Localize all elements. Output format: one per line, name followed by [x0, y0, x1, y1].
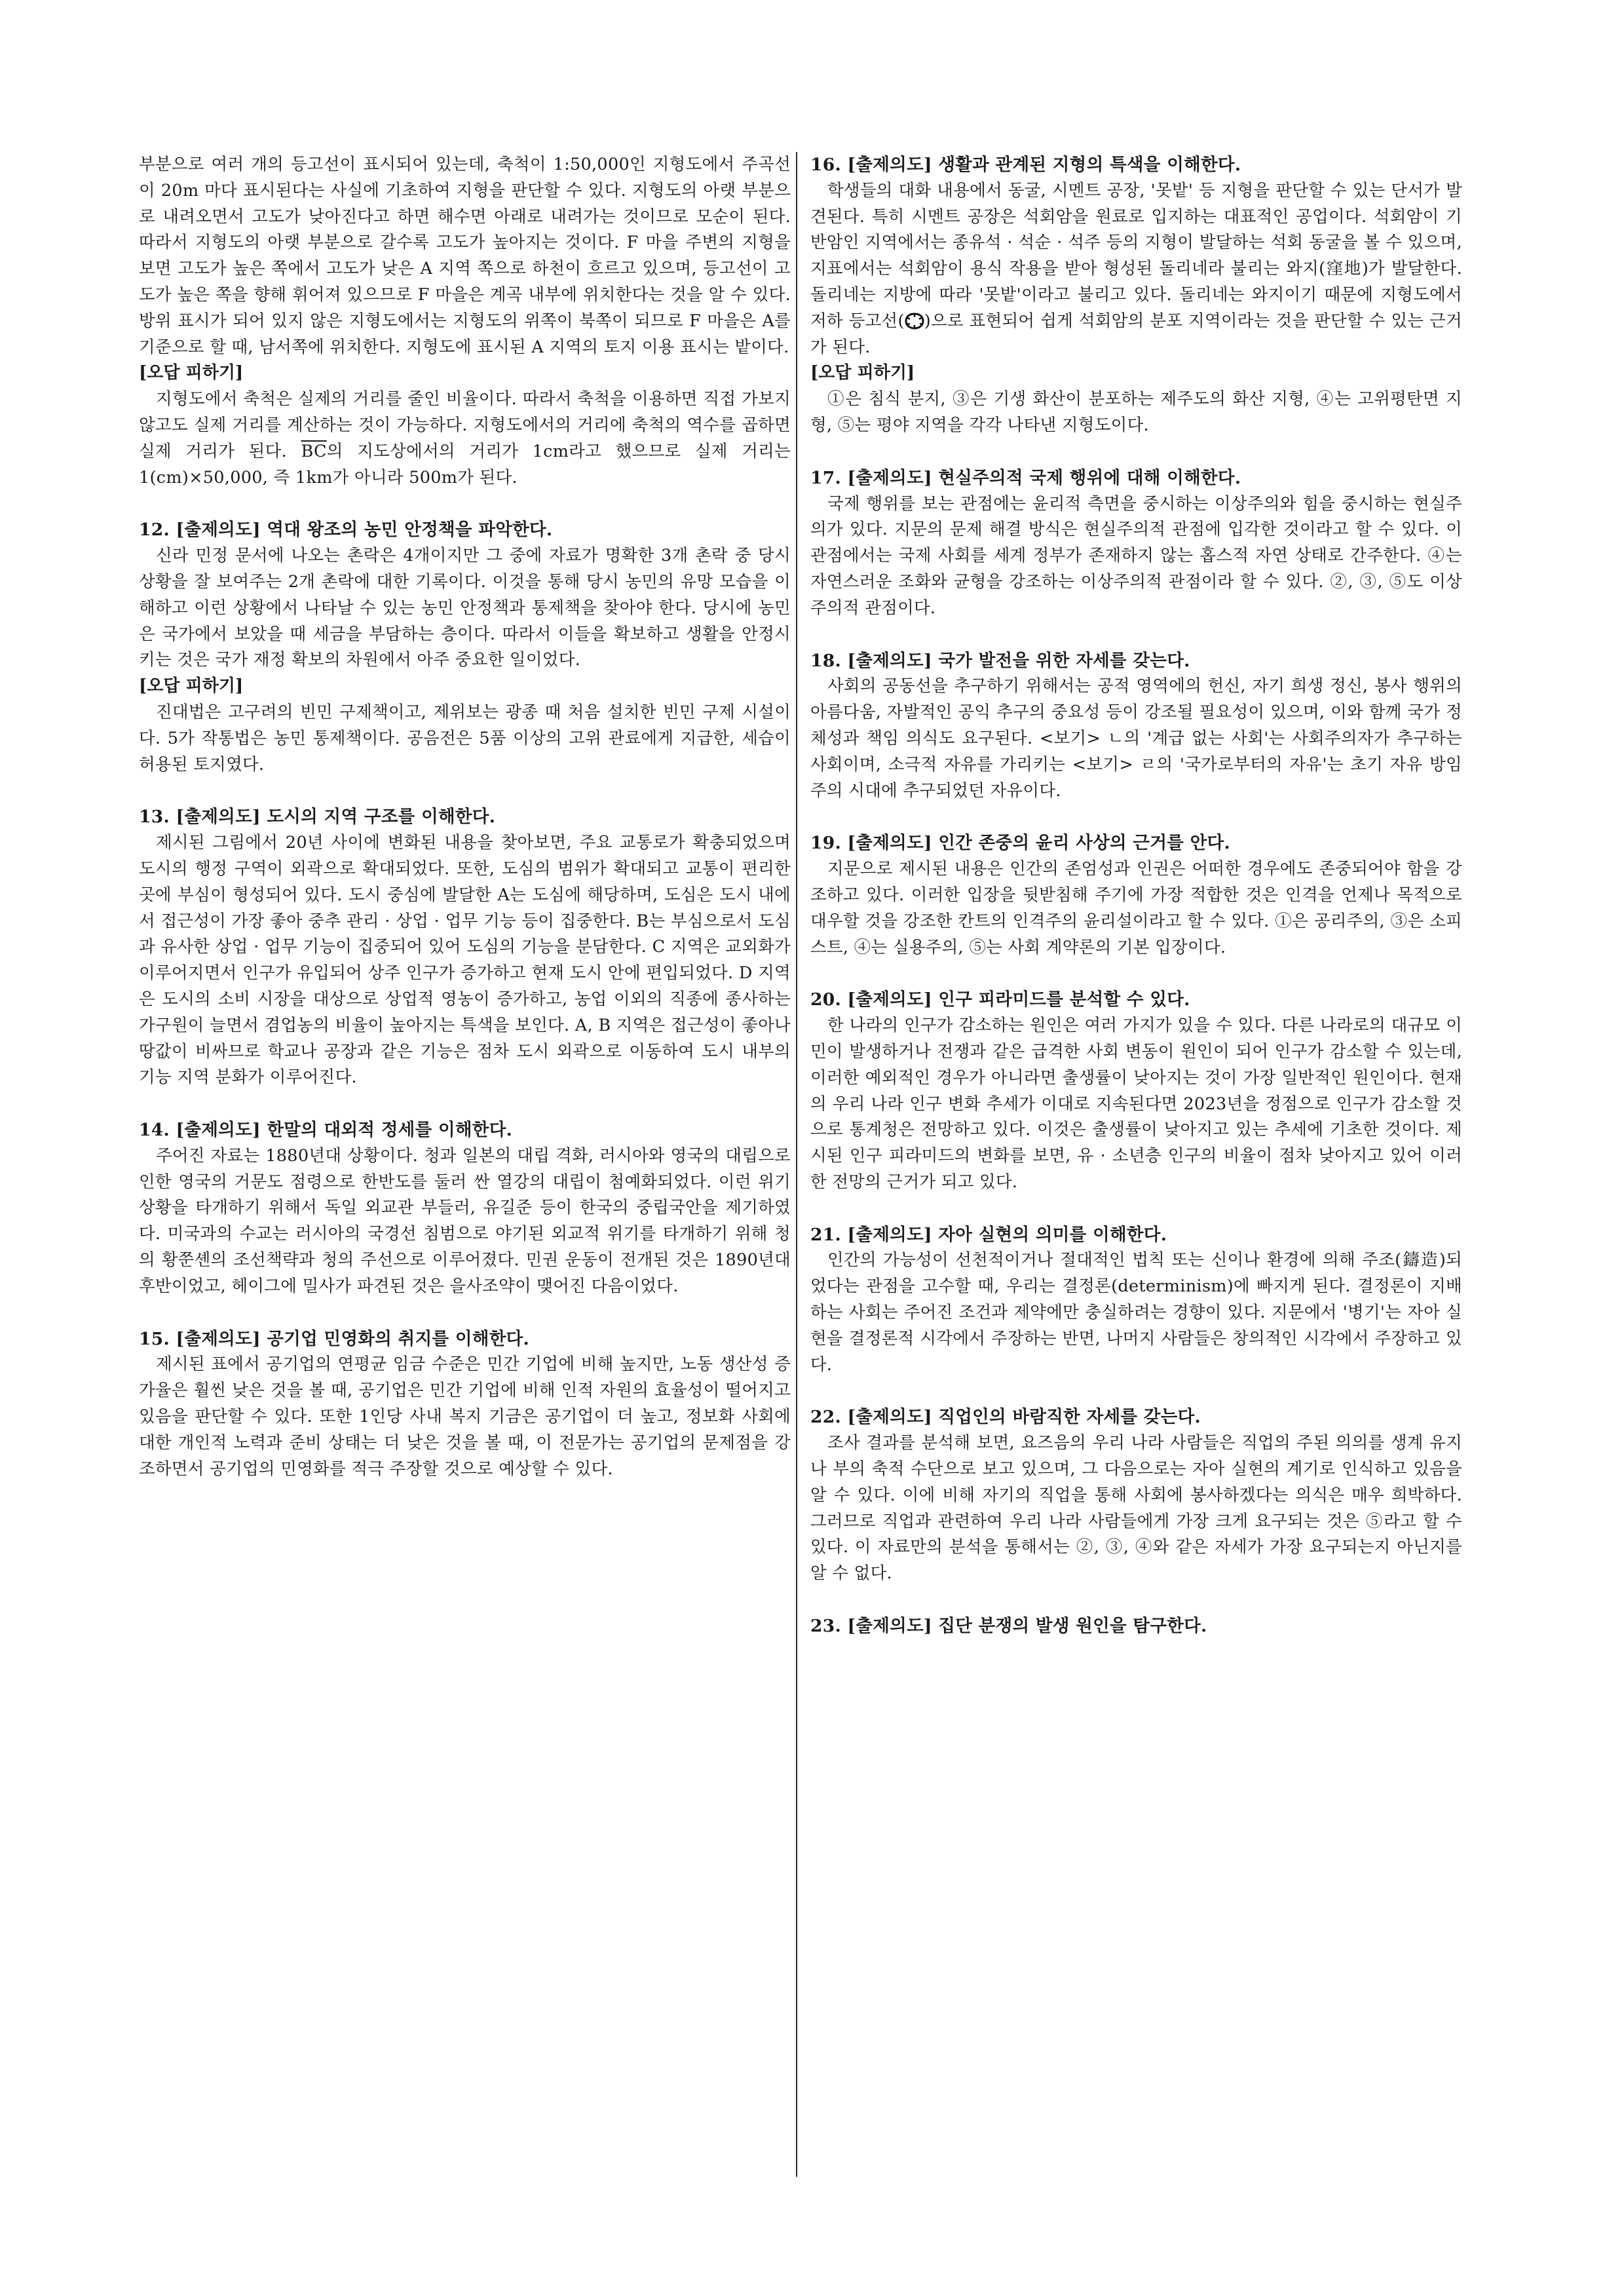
- depression-contour-icon: [905, 313, 924, 330]
- section-22: [810, 1404, 1462, 1587]
- right-column: [810, 152, 1462, 1639]
- section-16: [810, 152, 1462, 439]
- section-13: [139, 804, 791, 1091]
- answer-key-page: [139, 152, 1466, 2203]
- spacer: [810, 1196, 1462, 1222]
- body-paragraph: 부분으로 여러 개의 등고선이 표시되어 있는데, 축척이 1:50,000인 지형도에서 주곡선이 20m 마다 표시된다는 사실에 기초하여 지형을 판단할 수 있다. 지형도의 아랫 부분으로 내려오면서 고도가 낮아진다고 하면 해수면 아래로 내려가는 것이므로 모순이 된다. 따라서 지형도의 아랫 부분으로 갈수록 고도가 높아지는 것이다. F 마을 주변의 지형을 보면 고도가 높은 쪽에서 고도가 낮은 A 지역 쪽으로 하천이 흐르고 있으며, 등고선이 고도가 높은 쪽을 향해 휘어져 있으므로 F 마을은 계곡 내부에 위치한다는 것을 알 수 있다. 방위 표시가 되어 있지 않은 지형도에서는 지형도의 위쪽이 북쪽이 되므로 F 마을은 A를 기준으로 할 때, 남서쪽에 위치한다. 지형도에 표시된 A 지역의 토지 이용 표시는 밭이다.: [139, 155, 791, 357]
- avoid-wrong-answer-label: [오답 피하기]: [139, 363, 244, 383]
- spacer: [810, 804, 1462, 830]
- question-heading: 20. [출제의도] 인구 피라미드를 분석할 수 있다.: [810, 989, 1190, 1010]
- column-divider: [796, 152, 797, 2177]
- spacer: [810, 1587, 1462, 1613]
- question-heading: 21. [출제의도] 자아 실현의 의미를 이해한다.: [810, 1224, 1167, 1245]
- body-paragraph: 한 나라의 인구가 감소하는 원인은 여러 가지가 있을 수 있다. 다른 나라로의 대규모 이민이 발생하거나 전쟁과 같은 급격한 사회 변동이 원인이 되어 인구가 감소할 수 있는데, 이러한 예외적인 경우가 아니라면 출생률이 낮아지는 것이 가장 일반적인 원인이다. 현재의 우리 나라 인구 변화 추세가 이대로 지속된다면 2023년을 정점으로 인구가 감소할 것으로 통계청은 전망하고 있다. 이것은 출생률이 낮아지고 있는 추세에 기초한 것이다. 제시된 인구 피라미드의 변화를 보면, 유 · 소년층 인구의 비율이 점차 낮아지고 있어 이러한 전망의 근거가 되고 있다.: [810, 1016, 1462, 1192]
- avoid-wrong-answer-label: [오답 피하기]: [139, 676, 244, 697]
- body-paragraph: 인간의 가능성이 선천적이거나 절대적인 법칙 또는 신이나 환경에 의해 주조(鑄造)되었다는 관점을 고수할 때, 우리는 결정론(determinism)에 빠지게 된다. 결정론이 지배하는 사회는 주어진 조건과 제약에만 충실하려는 경향이 있다. 지문에서 '병기'는 자아 실현을 결정론적 시각에서 주장하는 반면, 나머지 사람들은 창의적인 시각에서 주장하고 있다.: [810, 1250, 1462, 1375]
- body-paragraph: 제시된 표에서 공기업의 연평균 임금 수준은 민간 기업에 비해 높지만, 노동 생산성 증가율은 훨씬 낮은 것을 볼 때, 공기업은 민간 기업에 비해 인적 자원의 효율성이 떨어지고 있음을 판단할 수 있다. 또한 1인당 사내 복지 기금은 공기업이 더 높고, 정보화 사회에 대한 개인적 노력과 준비 상태는 더 낮은 것을 볼 때, 이 전문가는 공기업의 문제점을 강조하면서 공기업의 민영화를 적극 주장할 것으로 예상할 수 있다.: [139, 1354, 791, 1479]
- text-fragment: )으로 표현되어 쉽게 석회암의 분포 지역이라는 것을 판단할 수 있는 근거가 된다.: [810, 311, 1462, 357]
- body-paragraph: 국제 행위를 보는 관점에는 윤리적 측면을 중시하는 이상주의와 힘을 중시하는 현실주의가 있다. 지문의 문제 해결 방식은 현실주의적 관점에 입각한 것이라고 할 수 있다. 이 관점에서는 국제 사회를 세계 정부가 존재하지 않는 홉스적 자연 상태로 간주한다. ④는 자연스러운 조화와 균형을 강조하는 이상주의적 관점이라 할 수 있다. ②, ③, ⑤도 이상주의적 관점이다.: [810, 493, 1462, 618]
- text-fragment: 지형도에서 축척은 실제의 거리를 줄인 비율이다. 따라서 축척을 이용하면 직접 가보지 않고도 실제 거리를 계산하는 것이 가능하다. 지형도에서의 거리에 축척의 역수를 곱하면 실제 거리가 된다.: [139, 389, 791, 461]
- body-paragraph: 지문으로 제시된 내용은 인간의 존엄성과 인권은 어떠한 경우에도 존중되어야 함을 강조하고 있다. 이러한 입장을 뒷받침해 주기에 가장 적합한 것은 인격을 언제나 목적으로 대우할 것을 강조한 칸트의 인격주의 윤리설이라고 할 수 있다. ①은 공리주의, ③은 소피스트, ④는 실용주의, ⑤는 사회 계약론의 기본 입장이다.: [810, 859, 1462, 957]
- section-17: [810, 465, 1462, 622]
- body-paragraph: [139, 387, 791, 491]
- body-paragraph: ①은 침식 분지, ③은 기생 화산이 분포하는 제주도의 화산 지형, ④는 고위평탄면 지형, ⑤는 평야 지역을 각각 나타낸 지형도이다.: [810, 389, 1462, 435]
- section-19: [810, 830, 1462, 961]
- section-11-continued: [139, 152, 791, 491]
- avoid-wrong-answer-label: [오답 피하기]: [810, 363, 915, 383]
- question-heading: 14. [출제의도] 한말의 대외적 정세를 이해한다.: [139, 1120, 513, 1141]
- question-heading: 16. [출제의도] 생활과 관계된 지형의 특색을 이해한다.: [810, 155, 1241, 175]
- question-heading: 19. [출제의도] 인간 존중의 윤리 사상의 근거를 안다.: [810, 833, 1230, 854]
- spacer: [139, 778, 791, 804]
- spacer: [139, 1300, 791, 1326]
- spacer: [810, 1378, 1462, 1404]
- body-paragraph: 제시된 그림에서 20년 사이에 변화된 내용을 찾아보면, 주요 교통로가 확충되었으며 도시의 행정 구역이 외곽으로 확대되었다. 또한, 도심의 범위가 확대되고 교통이 편리한 곳에 부심이 형성되어 있다. 도시 중심에 발달한 A는 도심에 해당하며, 도심은 도시 내에서 접근성이 가장 좋아 중추 관리 · 상업 · 업무 기능 등이 집중한다. B는 부심으로서 도심과 유사한 상업 · 업무 기능이 집중되어 있어 도심의 기능을 분담한다. C 지역은 교외화가 이루어지면서 인구가 유입되어 상주 인구가 증가하고 현재 도시 안에 편입되었다. D 지역은 도시의 소비 시장을 대상으로 상업적 영농이 증가하고, 농업 이외의 직종에 종사하는 가구원이 늘면서 겸업농의 비율이 높아지는 특색을 보인다. A, B 지역은 접근성이 좋아나 땅값이 비싸므로 학교나 공장과 같은 기능은 점차 도시 외곽으로 이동하여 도시 내부의 기능 지역 분화가 이루어진다.: [139, 833, 791, 1088]
- spacer: [810, 622, 1462, 648]
- body-paragraph: 주어진 자료는 1880년대 상황이다. 청과 일본의 대립 격화, 러시아와 영국의 대립으로 인한 영국의 거문도 점령으로 한반도를 둘러 싼 열강의 대립이 첨예화되었다. 이런 위기 상황을 타개하기 위해서 독일 외교관 부들러, 유길준 등이 한국의 중립국안을 제기하였다. 미국과의 수교는 러시아의 국경선 침범으로 야기된 외교적 위기를 타개하기 위해 청의 황쭌셴의 조선책략과 청의 주선으로 이루어졌다. 민권 운동이 전개된 것은 1890년대 후반이었고, 헤이그에 밀사가 파견된 것은 을사조약이 맺어진 다음이었다.: [139, 1145, 791, 1296]
- segment-bc-label: $\overline{BC}$: [301, 441, 327, 461]
- spacer: [139, 491, 791, 517]
- question-heading: 13. [출제의도] 도시의 지역 구조를 이해한다.: [139, 807, 496, 828]
- question-heading: 22. [출제의도] 직업인의 바람직한 자세를 갖는다.: [810, 1407, 1201, 1428]
- spacer: [810, 439, 1462, 465]
- left-column: [139, 152, 791, 1482]
- question-heading: 23. [출제의도] 집단 분쟁의 발생 원인을 탐구한다.: [810, 1616, 1207, 1637]
- body-paragraph: 사회의 공동선을 추구하기 위해서는 공적 영역에의 헌신, 자기 희생 정신, 봉사 행위의 아름다움, 자발적인 공익 추구의 중요성 등이 강조될 필요성이 있으며, 이와 함께 국가 정체성과 책임 의식도 요구된다. <보기> ㄴ의 '계급 없는 사회'는 사회주의자가 추구하는 사회이며, 소극적 자유를 가리키는 <보기> ㄹ의 '국가로부터의 자유'는 초기 자유 방임주의 시대에 추구되었던 자유이다.: [810, 676, 1462, 801]
- section-20: [810, 987, 1462, 1195]
- section-18: [810, 648, 1462, 805]
- question-heading: 12. [출제의도] 역대 왕조의 농민 안정책을 파악한다.: [139, 520, 553, 541]
- section-12: [139, 517, 791, 778]
- body-paragraph: [810, 178, 1462, 361]
- body-paragraph: 조사 결과를 분석해 보면, 요즈음의 우리 나라 사람들은 직업의 주된 의의를 생계 유지나 부의 축적 수단으로 보고 있으며, 그 다음으로는 자아 실현의 계기로 인식하고 있음을 알 수 있다. 이에 비해 자기의 직업을 통해 사회에 봉사하겠다는 의식은 매우 희박하다. 그러므로 직업과 관련하여 우리 나라 사람들에게 가장 크게 요구되는 것은 ⑤라고 할 수 있다. 이 자료만의 분석을 통해서는 ②, ③, ④와 같은 자세가 가장 요구되는지 아닌지를 알 수 없다.: [810, 1433, 1462, 1584]
- section-14: [139, 1117, 791, 1300]
- question-heading: 18. [출제의도] 국가 발전을 위한 자세를 갖는다.: [810, 650, 1190, 671]
- section-21: [810, 1222, 1462, 1379]
- question-heading: 17. [출제의도] 현실주의적 국제 행위에 대해 이해한다.: [810, 467, 1241, 488]
- body-paragraph: 진대법은 고구려의 빈민 구제책이고, 제위보는 광종 때 처음 설치한 빈민 구제 시설이다. 5가 작통법은 농민 통제책이다. 공음전은 5품 이상의 고위 관료에게 지급한, 세습이 허용된 토지였다.: [139, 702, 791, 775]
- text-fragment: 학생들의 대화 내용에서 동굴, 시멘트 공장, '못밭' 등 지형을 판단할 수 있는 단서가 발견된다. 특히 시멘트 공장은 석회암을 원료로 입지하는 대표적인 공업이다. 석회암이 기반암인 지역에서는 종유석 · 석순 · 석주 등의 지형이 발달하는 석회 동굴을 볼 수 있으며, 지표에서는 석회암이 용식 작용을 받아 형성된 돌리네라 불리는 와지(窪地)가 발달한다. 돌리네는 지방에 따라 '못밭'이라고 불리고 있다. 돌리네는 와지이기 때문에 지형도에서 저하 등고선(: [810, 180, 1462, 331]
- spacer: [139, 1091, 791, 1117]
- spacer: [810, 961, 1462, 987]
- section-15: [139, 1326, 791, 1483]
- question-heading: 15. [출제의도] 공기업 민영화의 취지를 이해한다.: [139, 1328, 530, 1349]
- section-23: [810, 1613, 1462, 1639]
- body-paragraph: 신라 민정 문서에 나오는 촌락은 4개이지만 그 중에 자료가 명확한 3개 촌락 중 당시 상황을 잘 보여주는 2개 촌락에 대한 기록이다. 이것을 통해 당시 농민의 유망 모습을 이해하고 이런 상황에서 나타날 수 있는 농민 안정책과 통제책을 찾아야 한다. 당시에 농민은 국가에서 보았을 때 세금을 부담하는 층이다. 따라서 이들을 확보하고 생활을 안정시키는 것은 국가 재정 확보의 차원에서 아주 중요한 일이었다.: [139, 546, 791, 670]
- text-fragment: 의 지도상에서의 거리가 1cm라고 했으므로 실제 거리는 1(cm)×50,000, 즉 1km가 아니라 500m가 된다.: [139, 441, 791, 488]
